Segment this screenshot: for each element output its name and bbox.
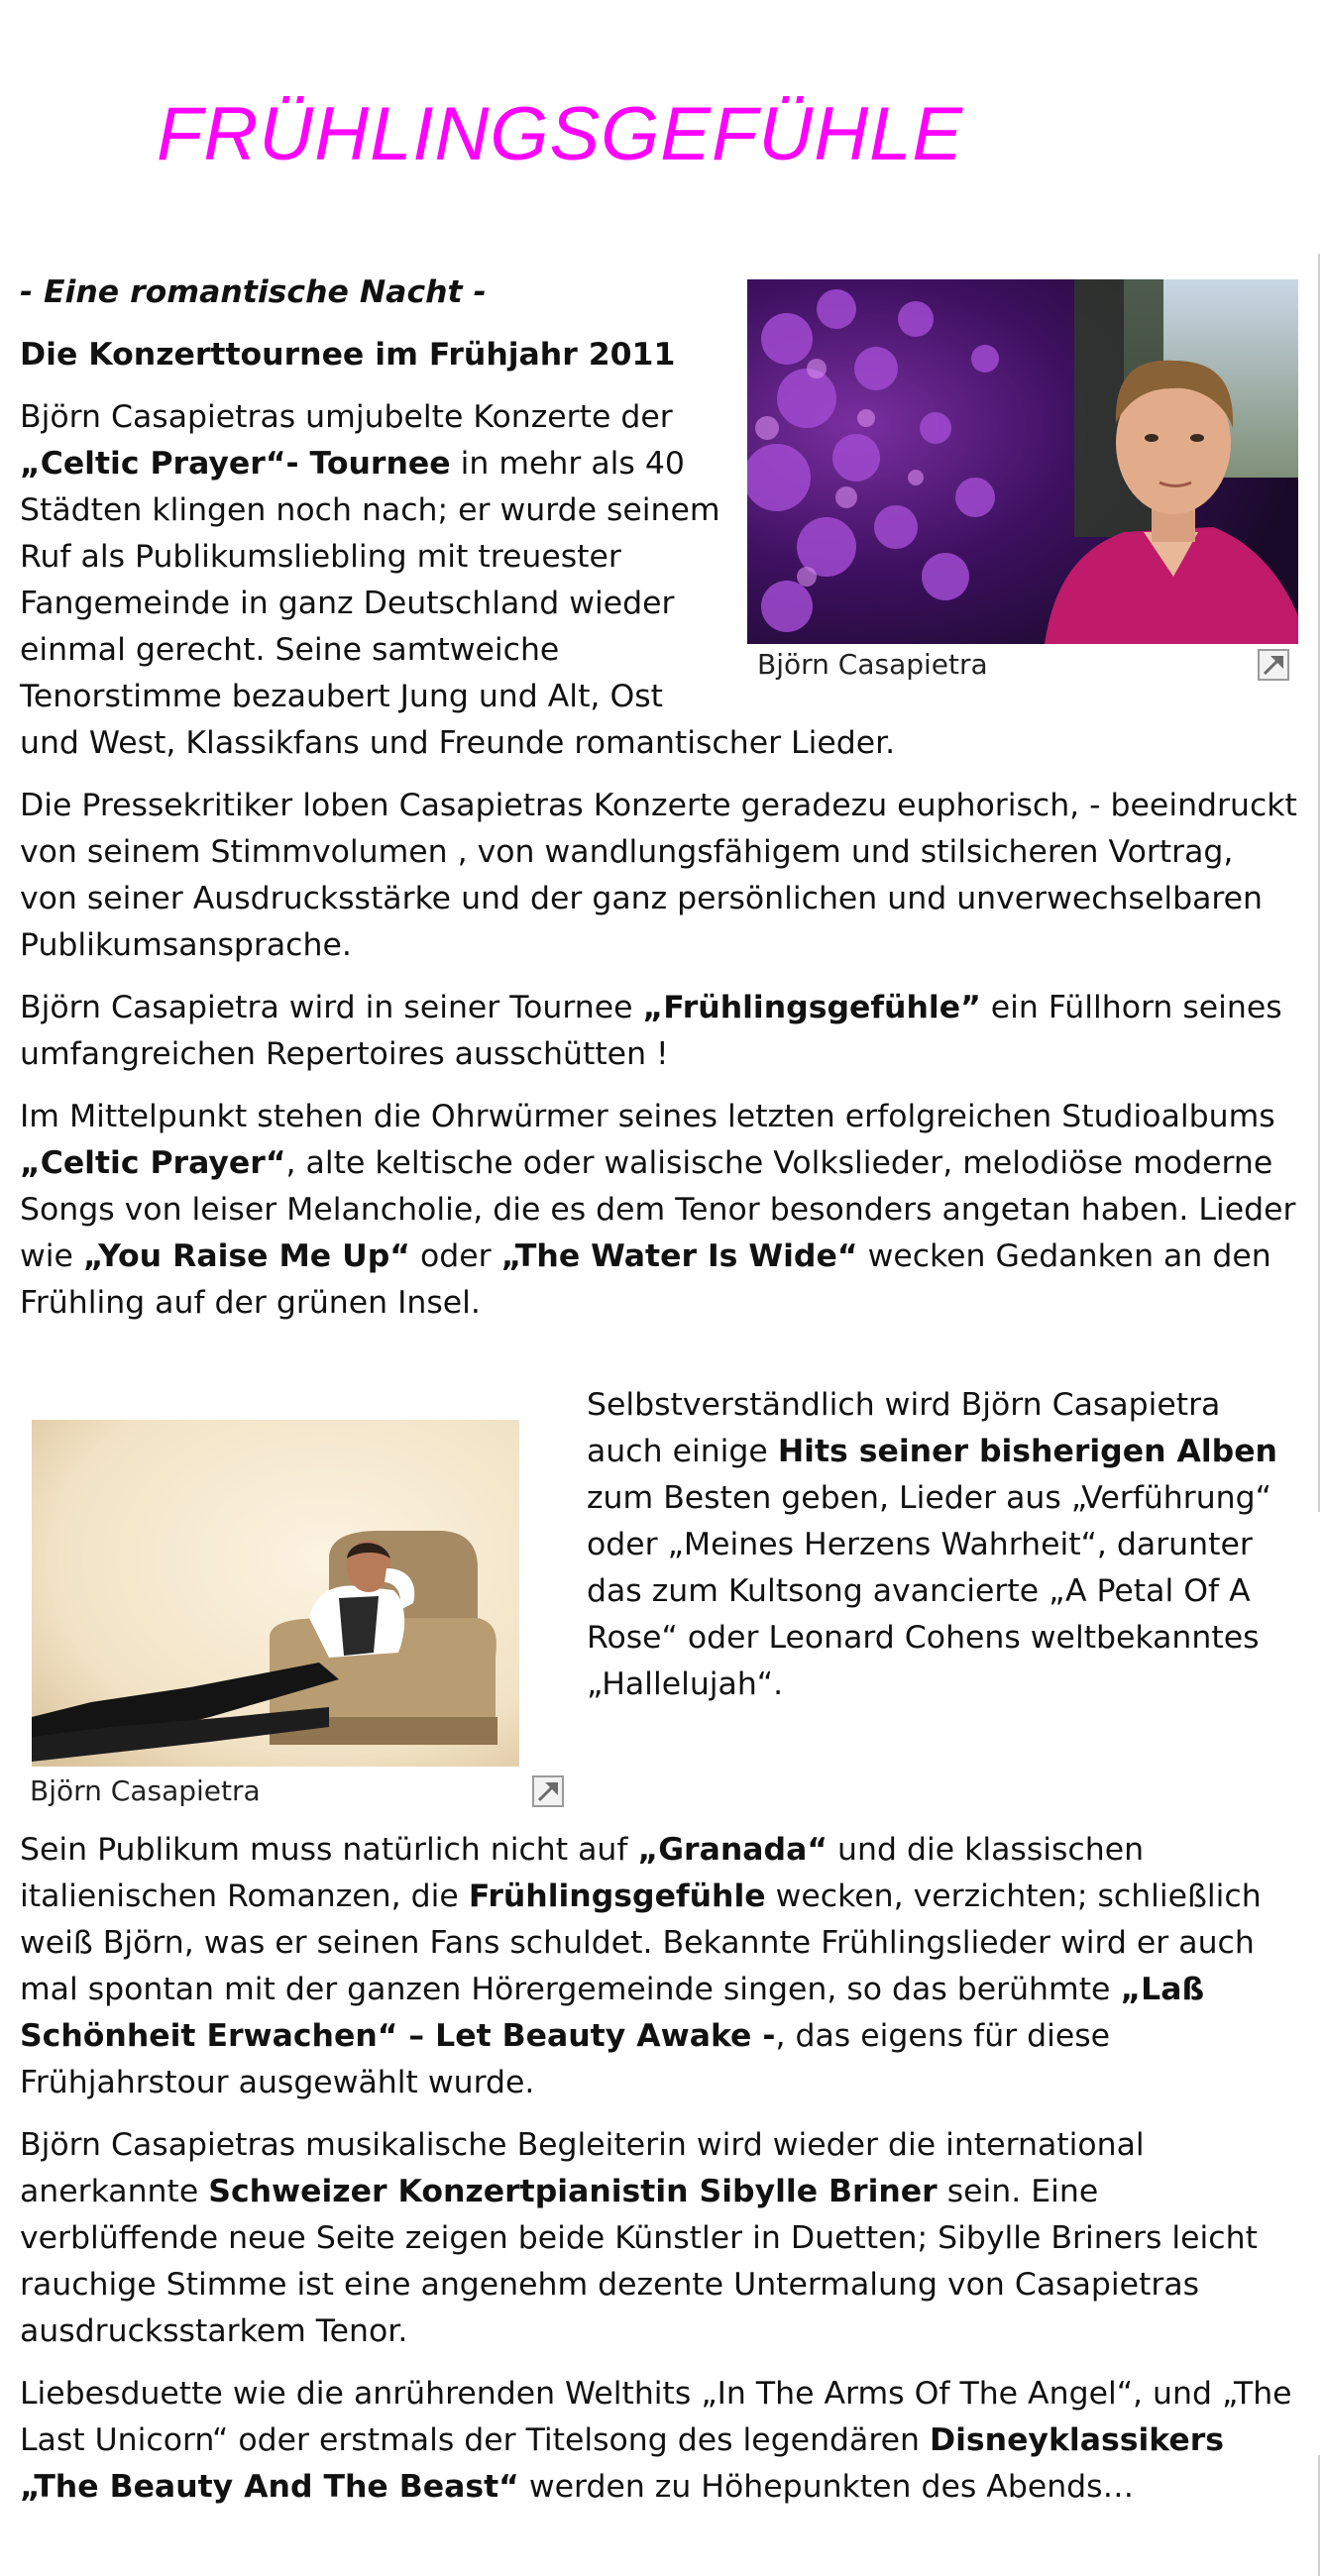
scrollbar-track[interactable]: [1318, 2455, 1320, 2576]
singer-portrait-photo[interactable]: [747, 279, 1298, 644]
figure-caption: Björn Casapietra: [30, 1774, 261, 1807]
paragraph: Die Pressekritiker loben Casapietras Konzerte geradezu euphorisch, - beeindruckt von seinem Stimmvolumen , von wandlungsfähigem und stilsicheren Vortrag, von seiner Ausdrucksstärke und der ganz persönlichen und unverwechselbaren Publikumsansprache.: [20, 788, 1297, 963]
expand-image-icon[interactable]: [1257, 646, 1292, 682]
paragraph: Selbstverständlich wird Björn Casapietra auch einige Hits seiner bisherigen Alben zum Besten geben, Lieder aus „Verführung“ oder „Meines Herzens Wahrheit“, darunter das zum Kultsong avancierte „A Petal Of A Rose“ oder Leonard Cohens weltbekanntes „Hallelujah“.: [587, 1387, 1277, 1702]
singer-armchair-photo[interactable]: [32, 1420, 519, 1767]
page-title: FRÜHLINGSGEFÜHLE: [157, 92, 964, 176]
paragraph: Sein Publikum muss natürlich nicht auf „Granada“ und die klassischen italienischen Romanzen, die Frühlingsgefühle wecken, verzichten; schließlich weiß Björn, was er seinen Fans schuldet. Bekannte Frühlingslieder wird er auch mal spontan mit der ganzen Hörergemeinde singen, so das berühmte „Laß Schönheit Erwachen“ – Let Beauty Awake -, das eigens für diese Frühjahrstour ausgewählt wurde.: [20, 1832, 1262, 2100]
paragraph: Björn Casapietras musikalische Begleiterin wird wieder die international anerkannte Schweizer Konzertpianistin Sibylle Briner sein. Eine verblüffende neue Seite zeigen beide Künstler in Duetten; Sibylle Briners leicht rauchige Stimme ist eine angenehm dezente Untermalung von Casapietras ausdrucksstarkem Tenor.: [20, 2127, 1258, 2349]
paragraph: Björn Casapietra wird in seiner Tournee „Frühlingsgefühle” ein Füllhorn seines umfangreichen Repertoires ausschütten !: [20, 990, 1282, 1072]
paragraph: Liebesduette wie die anrührenden Welthits „In The Arms Of The Angel“, und „The Last Unicorn“ oder erstmals der Titelsong des legendären Disneyklassikers „The Beauty And The Beast“ werden zu Höhepunkten des Abends…: [20, 2376, 1292, 2505]
expand-image-icon[interactable]: [531, 1772, 567, 1808]
paragraph: Björn Casapietras umjubelte Konzerte der „Celtic Prayer“- Tournee in mehr als 40 Städten klingen noch nach; er wurde seinem Ruf als Publikumsliebling mit treuester Fangemeinde in ganz Deutschland wieder einmal gerecht. Seine samtweiche Tenorstimme bezaubert Jung und Alt, Ost und West, Klassikfans und Freunde romantischer Lieder.: [20, 399, 896, 761]
figure-caption: Björn Casapietra: [757, 648, 988, 681]
article-body: [20, 269, 1298, 2526]
paragraph: Im Mittelpunkt stehen die Ohrwürmer seines letzten erfolgreichen Studioalbums „Celtic Prayer“, alte keltische oder walisische Volkslieder, melodiöse moderne Songs von leiser Melancholie, die es dem Tenor besonders angetan haben. Lieder wie „You Raise Me Up“ oder „The Water Is Wide“ wecken Gedanken an den Frühling auf der grünen Insel.: [20, 1099, 1296, 1321]
scrollbar-track[interactable]: [1318, 254, 1320, 1512]
article-heading: Die Konzerttournee im Frühjahr 2011: [20, 337, 676, 373]
figure-singer-armchair: [20, 1420, 571, 1821]
subtitle: - Eine romantische Nacht -: [20, 274, 487, 310]
figure-singer-portrait: [747, 279, 1298, 681]
